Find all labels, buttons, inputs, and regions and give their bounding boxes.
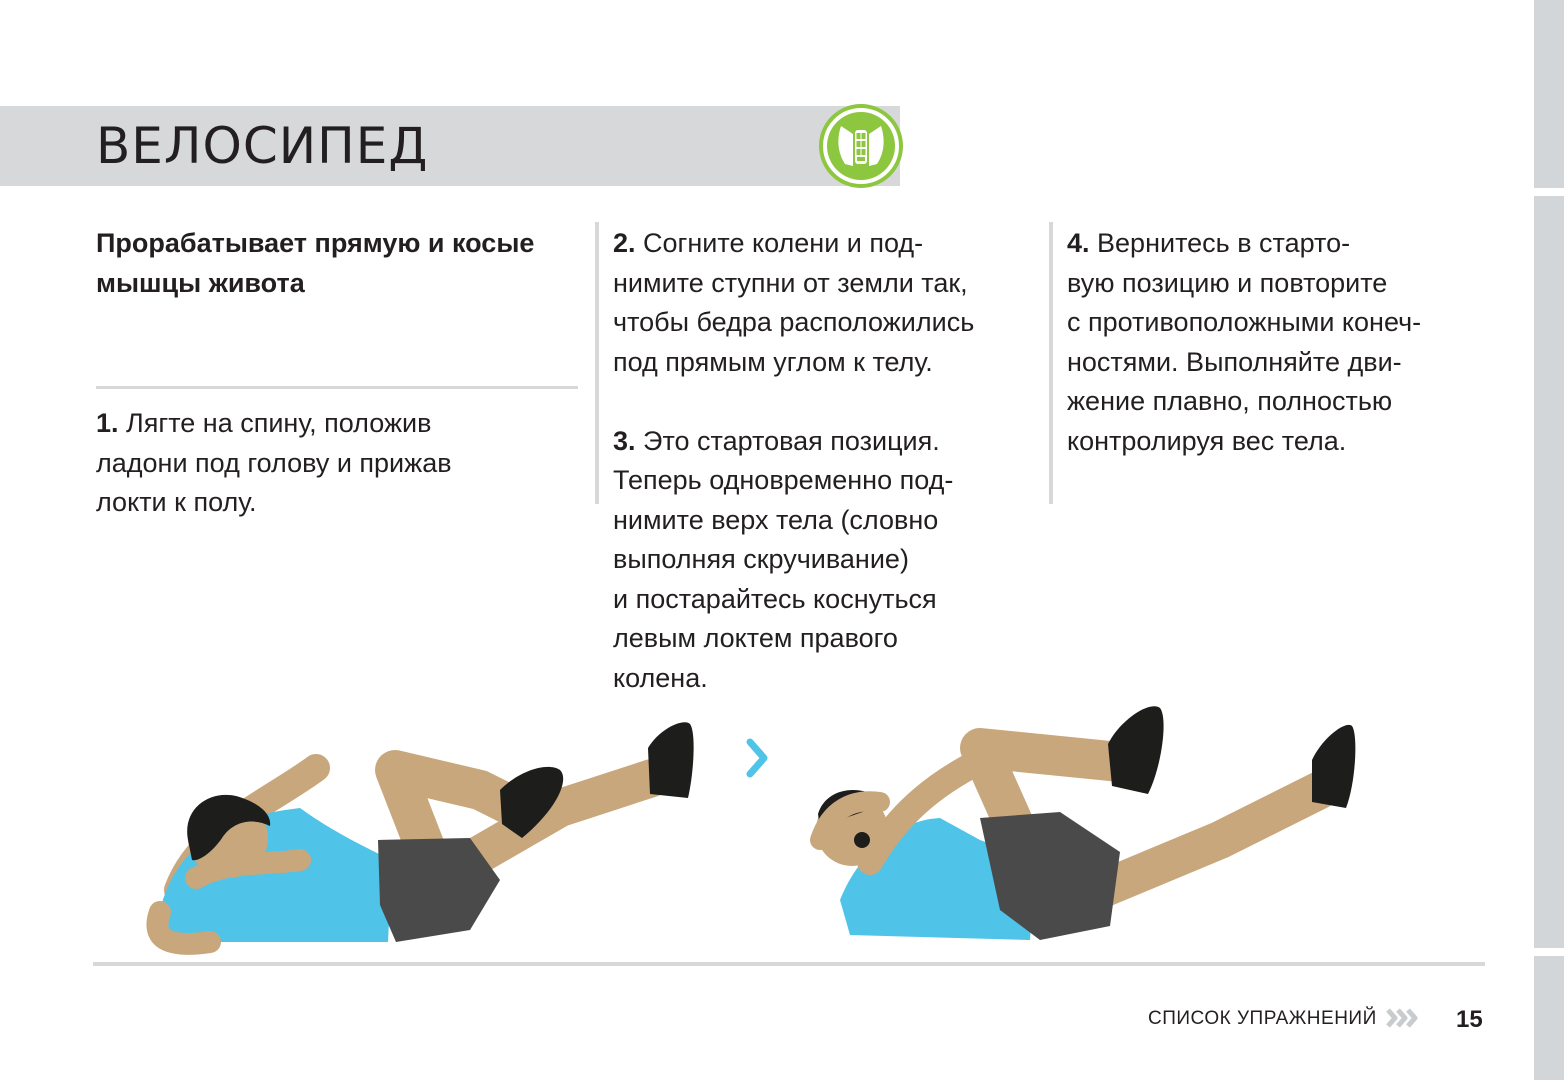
step-text: контролируя вес тела.	[1067, 425, 1347, 456]
subtitle-line: Прорабатывает прямую и косые	[96, 228, 535, 258]
step-text: под прямым углом к телу.	[613, 346, 933, 377]
step-text: Лягте на спину, положив	[118, 408, 432, 438]
step-text: жение плавно, полностью	[1067, 386, 1393, 416]
steps-2-3	[613, 224, 1043, 698]
column-divider	[595, 222, 599, 504]
abs-muscle-icon	[819, 104, 903, 188]
side-tab-top	[1534, 0, 1564, 188]
step-text: Это стартовая позиция.	[635, 425, 940, 456]
page-title: ВЕЛОСИПЕД	[96, 117, 429, 175]
step-text: колена.	[613, 662, 708, 693]
step-number: 4.	[1067, 228, 1090, 258]
step-number: 3.	[613, 425, 636, 456]
step-text: нимите ступни от земли так,	[613, 267, 968, 298]
step-text: и постарайтесь коснуться	[613, 583, 937, 614]
step-text: ладони под голову и прижав	[96, 447, 452, 478]
floor-line	[93, 962, 1485, 966]
figure-start-position	[157, 722, 693, 944]
step-text: с противоположными конеч-	[1067, 307, 1422, 337]
exercise-target	[96, 224, 576, 303]
step-4	[1067, 224, 1507, 461]
section-divider	[96, 386, 578, 389]
step-text: чтобы бедра расположились	[613, 307, 975, 337]
exercise-illustration	[0, 690, 1564, 960]
step-text: локти к полу.	[96, 487, 257, 517]
page-number: 15	[1456, 1006, 1483, 1033]
figure-twist-position	[816, 706, 1355, 940]
step-text: левым локтем правого	[613, 623, 898, 653]
step-text: Теперь одновременно под-	[613, 465, 954, 495]
step-number: 1.	[96, 408, 119, 438]
step-text: вую позицию и повторите	[1067, 267, 1388, 298]
triple-chevron-icon	[1385, 1004, 1421, 1032]
column-divider	[1049, 222, 1053, 504]
next-arrow-icon	[750, 742, 764, 774]
side-tab-bottom	[1534, 956, 1564, 1080]
step-text: Вернитесь в старто-	[1089, 228, 1351, 258]
step-text: нимите верх тела (словно	[613, 504, 939, 535]
step-text: Согните колени и под-	[635, 228, 924, 258]
step-number: 2.	[613, 228, 636, 258]
subtitle-line: мышцы живота	[96, 267, 305, 298]
step-text: ностями. Выполняйте дви-	[1067, 346, 1402, 377]
section-label: СПИСОК УПРАЖНЕНИЙ	[1148, 1008, 1377, 1029]
step-1	[96, 404, 576, 523]
step-text: выполняя скручивание)	[613, 544, 909, 574]
